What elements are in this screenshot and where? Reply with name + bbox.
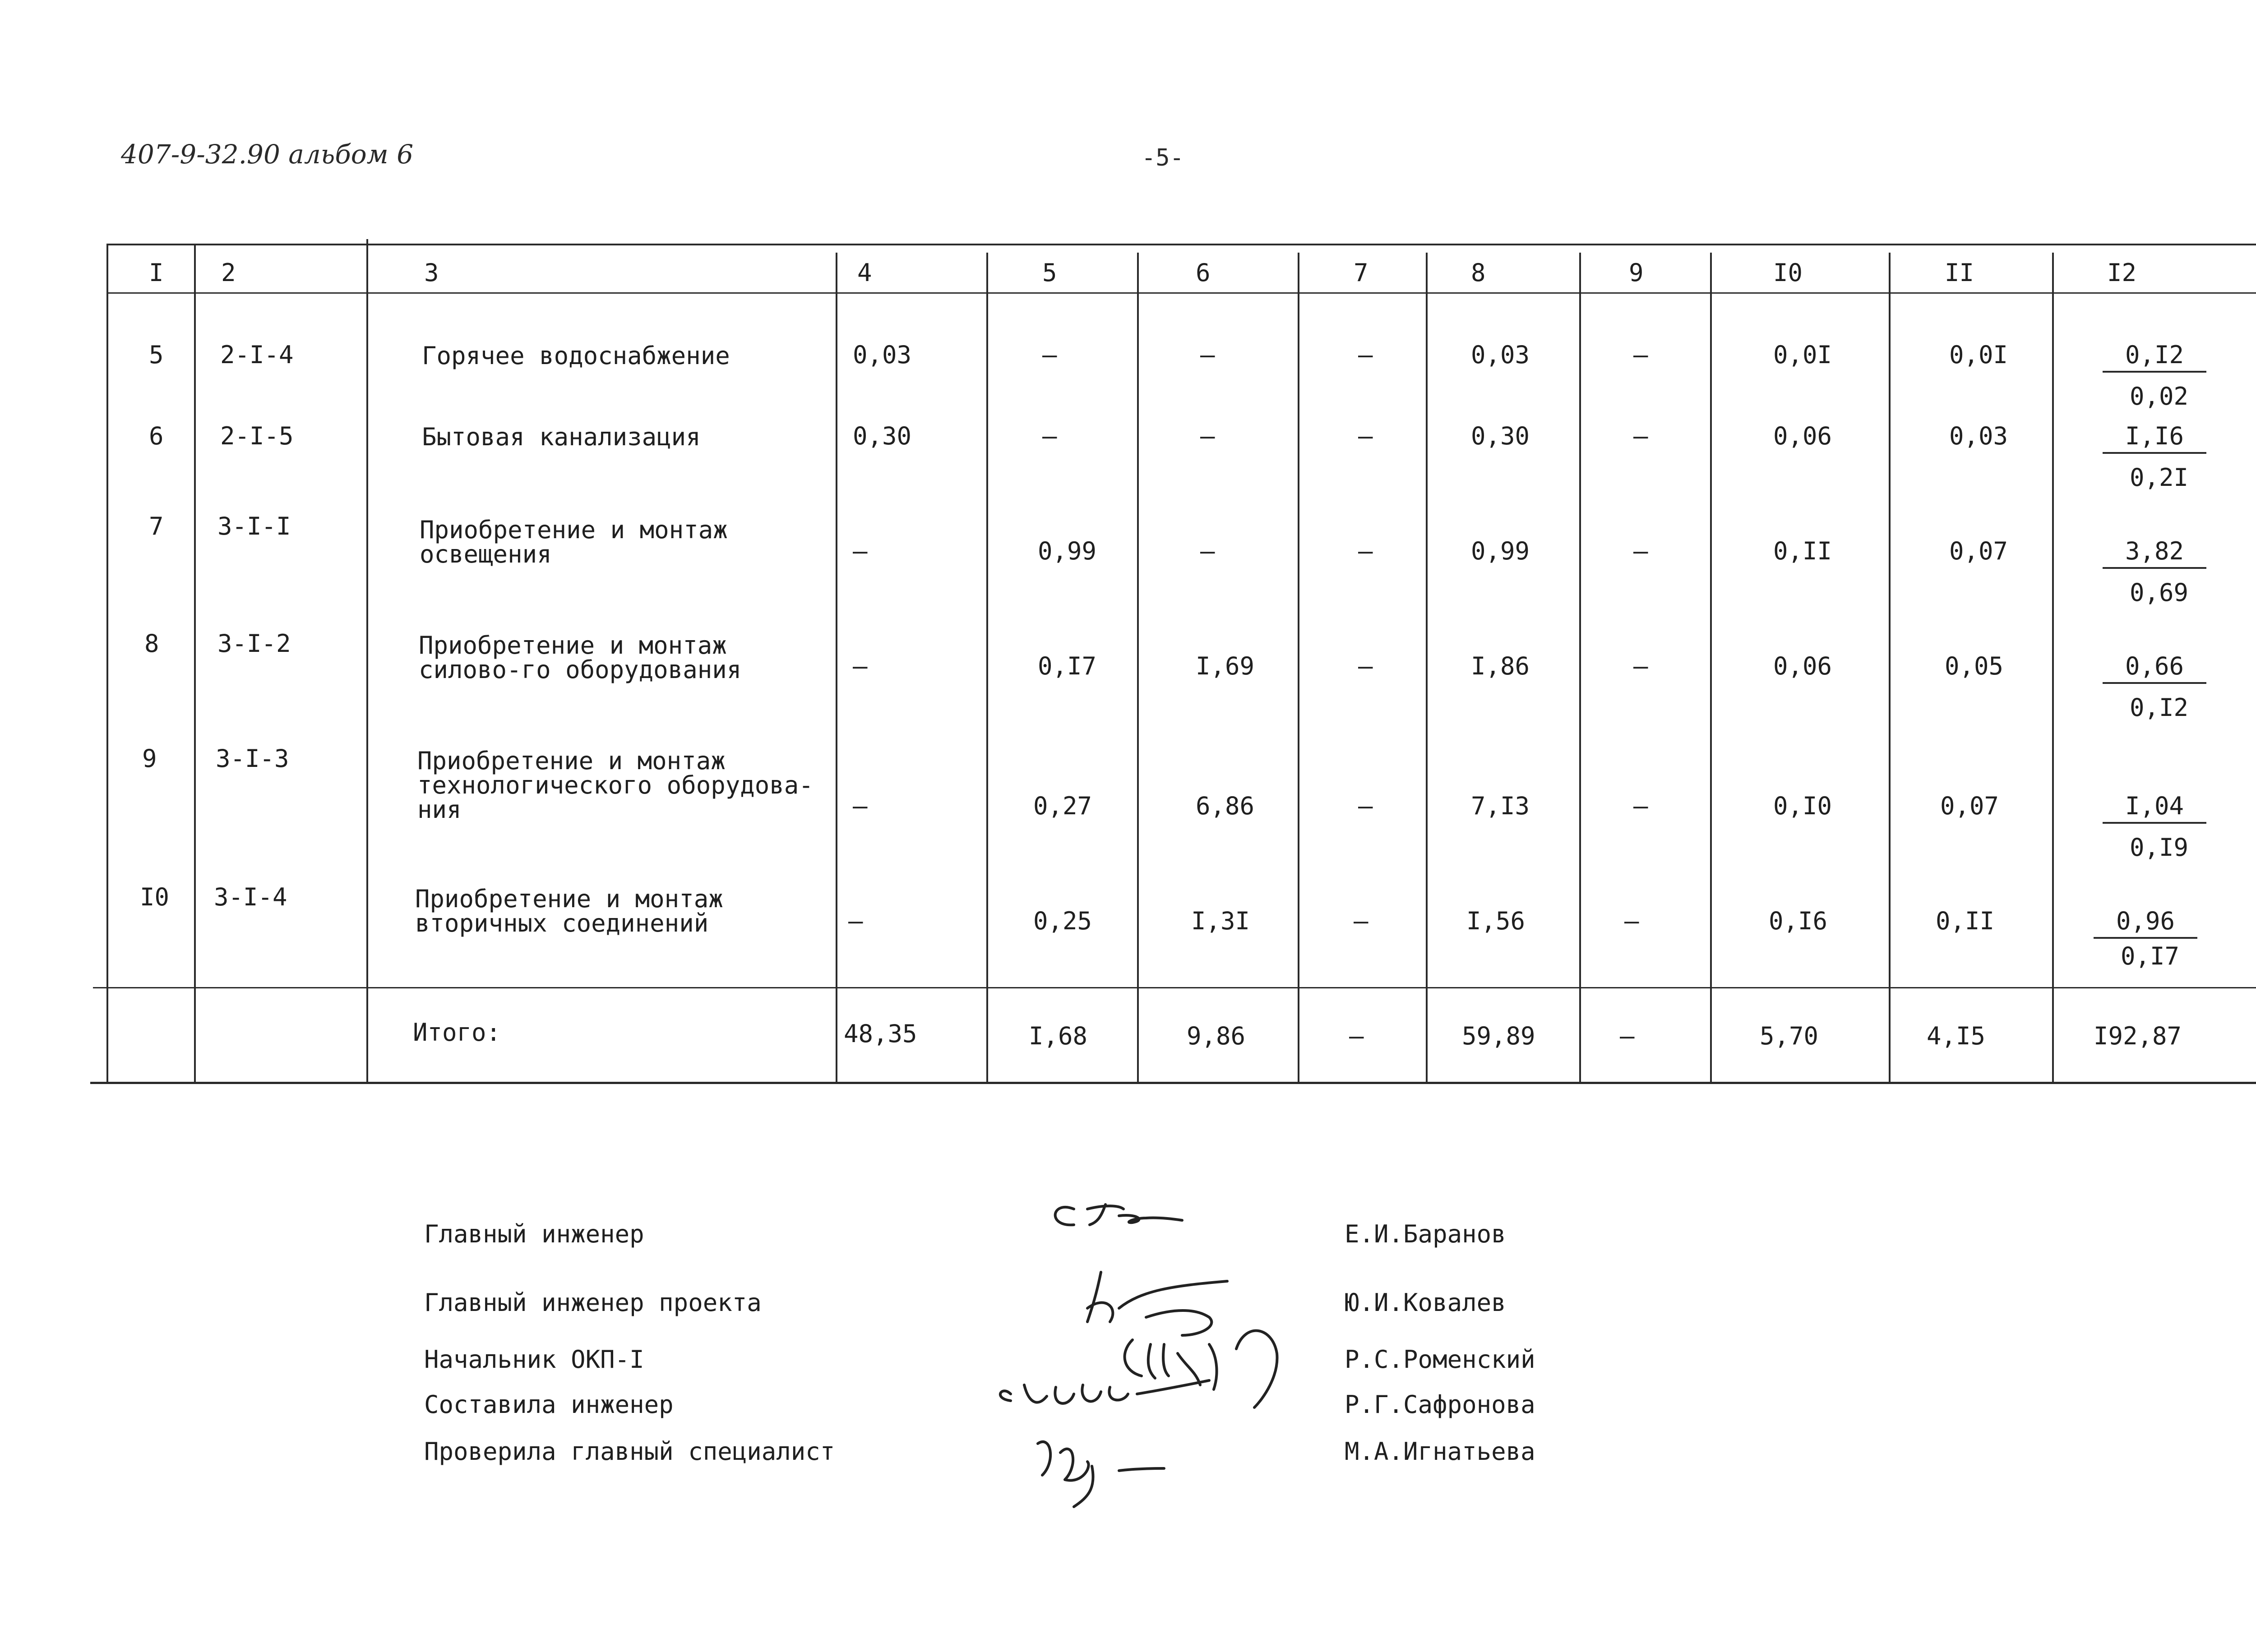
column-header: 2 bbox=[221, 258, 236, 287]
col-divider bbox=[1137, 253, 1139, 1083]
fraction-denominator: 0,I9 bbox=[2129, 833, 2189, 862]
cell-col4: 0,30 bbox=[853, 422, 912, 450]
cell-col5: 0,99 bbox=[1038, 537, 1097, 565]
fraction-numerator: 0,I2 bbox=[2103, 343, 2206, 373]
cell-col10: 0,II bbox=[1773, 537, 1832, 565]
cell-col11: 0,07 bbox=[1949, 537, 2008, 565]
total-col5: I,68 bbox=[1029, 1022, 1088, 1050]
cell-col10: 0,I6 bbox=[1769, 907, 1828, 935]
cell-col4: 0,03 bbox=[853, 341, 912, 369]
fraction-denominator: 0,2I bbox=[2129, 463, 2189, 492]
cell-col10: 0,I0 bbox=[1773, 792, 1832, 820]
signatory-name: Р.С.Роменский bbox=[1345, 1345, 1535, 1374]
total-col7: – bbox=[1349, 1022, 1364, 1050]
cell-col10: 0,06 bbox=[1773, 652, 1832, 680]
cell-col5: – bbox=[1042, 422, 1057, 450]
row-name: Приобретение и монтаж вторичных соединений bbox=[415, 885, 723, 937]
signatory-name: Е.И.Баранов bbox=[1345, 1220, 1506, 1248]
document-code: 407-9-32.90 альбом 6 bbox=[121, 139, 414, 170]
cell-col4: – bbox=[853, 792, 868, 820]
cell-col6: I,3I bbox=[1191, 907, 1250, 935]
cell-col9: – bbox=[1633, 422, 1648, 450]
col-divider bbox=[1298, 253, 1299, 1083]
cell-col12-fraction bbox=[2103, 539, 2215, 605]
cell-col9: – bbox=[1633, 341, 1648, 369]
cell-col7: – bbox=[1358, 537, 1373, 565]
row-number: 9 bbox=[142, 744, 157, 773]
fraction-numerator: I,I6 bbox=[2103, 424, 2206, 454]
total-col11: 4,I5 bbox=[1927, 1022, 1986, 1050]
fraction-numerator: 3,82 bbox=[2103, 539, 2206, 569]
column-header: II bbox=[1945, 258, 1974, 287]
column-header: 3 bbox=[424, 258, 439, 287]
col-divider bbox=[1710, 253, 1712, 1083]
cell-col6: I,69 bbox=[1196, 652, 1255, 680]
fraction-numerator: 0,66 bbox=[2103, 654, 2206, 684]
column-header: 4 bbox=[857, 258, 872, 287]
row-code: 3-I-4 bbox=[214, 883, 287, 911]
cell-col11: 0,07 bbox=[1940, 792, 1999, 820]
signatory-title: Главный инженер проекта bbox=[424, 1288, 762, 1317]
signature-romensky bbox=[1125, 1331, 1277, 1407]
cell-col4: – bbox=[853, 652, 868, 680]
cell-col5: – bbox=[1042, 341, 1057, 369]
cell-col7: – bbox=[1358, 792, 1373, 820]
total-col6: 9,86 bbox=[1187, 1022, 1246, 1050]
cell-col8: 0,99 bbox=[1471, 537, 1530, 565]
cell-col10: 0,0I bbox=[1773, 341, 1832, 369]
row-name: Бытовая канализация bbox=[422, 423, 701, 451]
cell-col8: I,56 bbox=[1466, 907, 1526, 935]
row-number: 8 bbox=[144, 629, 159, 658]
cell-col12-fraction bbox=[2103, 343, 2215, 409]
cell-col11: 0,II bbox=[1936, 907, 1995, 935]
cell-col7: – bbox=[1358, 422, 1373, 450]
signature-kovalev bbox=[1087, 1272, 1227, 1335]
header-bottom-rule bbox=[106, 292, 2256, 294]
total-col8: 59,89 bbox=[1462, 1022, 1535, 1050]
cell-col9: – bbox=[1624, 907, 1639, 935]
row-code: 2-I-5 bbox=[220, 422, 294, 450]
row-number: 6 bbox=[149, 422, 164, 450]
row-code: 3-I-3 bbox=[216, 744, 289, 773]
fraction-numerator: 0,96 bbox=[2094, 909, 2197, 939]
column-header: I0 bbox=[1773, 258, 1803, 287]
col-divider bbox=[366, 239, 368, 1083]
row-name: Горячее водоснабжение bbox=[422, 341, 730, 370]
total-col9: – bbox=[1620, 1022, 1635, 1050]
col-divider bbox=[106, 244, 108, 1083]
column-header: 9 bbox=[1629, 258, 1644, 287]
handwritten-signatures bbox=[984, 1173, 1336, 1516]
cell-col6: – bbox=[1200, 537, 1215, 565]
col-divider bbox=[1426, 253, 1428, 1083]
col-divider bbox=[2052, 253, 2054, 1083]
fraction-numerator: I,04 bbox=[2103, 794, 2206, 824]
row-code: 3-I-2 bbox=[217, 629, 291, 658]
cell-col7: – bbox=[1358, 652, 1373, 680]
cell-col8: 0,30 bbox=[1471, 422, 1530, 450]
signatory-title: Начальник ОКП-I bbox=[424, 1345, 644, 1374]
cell-col5: 0,27 bbox=[1033, 792, 1092, 820]
cell-col11: 0,03 bbox=[1949, 422, 2008, 450]
signature-safronova bbox=[1000, 1380, 1209, 1403]
row-code: 2-I-4 bbox=[220, 341, 294, 369]
cell-col12-fraction bbox=[2103, 794, 2215, 860]
table-bottom-rule bbox=[90, 1082, 2256, 1084]
col-divider bbox=[1889, 253, 1891, 1083]
column-header: I2 bbox=[2107, 258, 2137, 287]
cell-col8: I,86 bbox=[1471, 652, 1530, 680]
fraction-denominator: 0,02 bbox=[2129, 382, 2189, 411]
total-col4: 48,35 bbox=[844, 1020, 917, 1048]
row-number: I0 bbox=[140, 883, 170, 911]
cell-col9: – bbox=[1633, 652, 1648, 680]
row-number: 7 bbox=[149, 512, 164, 540]
signatory-title: Главный инженер bbox=[424, 1220, 644, 1248]
fraction-denominator: 0,I2 bbox=[2129, 693, 2189, 722]
col-divider bbox=[194, 244, 196, 1083]
fraction-denominator: 0,69 bbox=[2129, 578, 2189, 607]
cell-col8: 0,03 bbox=[1471, 341, 1530, 369]
signatory-name: Р.Г.Сафронова bbox=[1345, 1390, 1535, 1419]
row-name: Приобретение и монтаж освещения bbox=[420, 516, 728, 568]
cell-col11: 0,05 bbox=[1945, 652, 2004, 680]
col-divider bbox=[1579, 253, 1581, 1083]
cell-col6: – bbox=[1200, 422, 1215, 450]
signatory-title: Составила инженер bbox=[424, 1390, 674, 1419]
cell-col11: 0,0I bbox=[1949, 341, 2008, 369]
signatory-name: Ю.И.Ковалев bbox=[1345, 1288, 1506, 1317]
cell-col6: 6,86 bbox=[1196, 792, 1255, 820]
signature-baranov bbox=[1055, 1204, 1182, 1225]
row-name: Приобретение и монтаж технологического оборудова-ния bbox=[417, 747, 814, 824]
cell-col12-fraction bbox=[2103, 424, 2215, 490]
row-number: 5 bbox=[149, 341, 164, 369]
table-top-rule bbox=[106, 244, 2256, 245]
total-label: Итого: bbox=[413, 1018, 501, 1047]
total-top-rule bbox=[93, 987, 2256, 988]
total-col10: 5,70 bbox=[1760, 1022, 1819, 1050]
cell-col5: 0,I7 bbox=[1038, 652, 1097, 680]
column-header: 6 bbox=[1196, 258, 1211, 287]
column-header: I bbox=[149, 258, 164, 287]
cell-col6: – bbox=[1200, 341, 1215, 369]
cell-col10: 0,06 bbox=[1773, 422, 1832, 450]
total-col12: I92,87 bbox=[2094, 1022, 2182, 1050]
signature-ignatyeva bbox=[1038, 1442, 1164, 1507]
cell-col12-fraction bbox=[2094, 909, 2206, 969]
cell-col7: – bbox=[1358, 341, 1373, 369]
cell-col12-fraction bbox=[2103, 654, 2215, 720]
column-header: 7 bbox=[1354, 258, 1368, 287]
cell-col8: 7,I3 bbox=[1471, 792, 1530, 820]
row-name: Приобретение и монтаж силово-го оборудования bbox=[419, 631, 742, 684]
cell-col4: – bbox=[848, 907, 863, 935]
row-code: 3-I-I bbox=[217, 512, 291, 540]
page-number: -5- bbox=[1142, 144, 1184, 171]
signatory-name: М.А.Игнатьева bbox=[1345, 1437, 1535, 1466]
column-header: 5 bbox=[1042, 258, 1057, 287]
cell-col9: – bbox=[1633, 537, 1648, 565]
cell-col5: 0,25 bbox=[1033, 907, 1092, 935]
cell-col7: – bbox=[1354, 907, 1368, 935]
cell-col4: – bbox=[853, 537, 868, 565]
fraction-denominator: 0,I7 bbox=[2120, 942, 2180, 970]
column-header: 8 bbox=[1471, 258, 1486, 287]
col-divider bbox=[986, 253, 988, 1083]
signatory-title: Проверила главный специалист bbox=[424, 1437, 835, 1466]
cell-col9: – bbox=[1633, 792, 1648, 820]
